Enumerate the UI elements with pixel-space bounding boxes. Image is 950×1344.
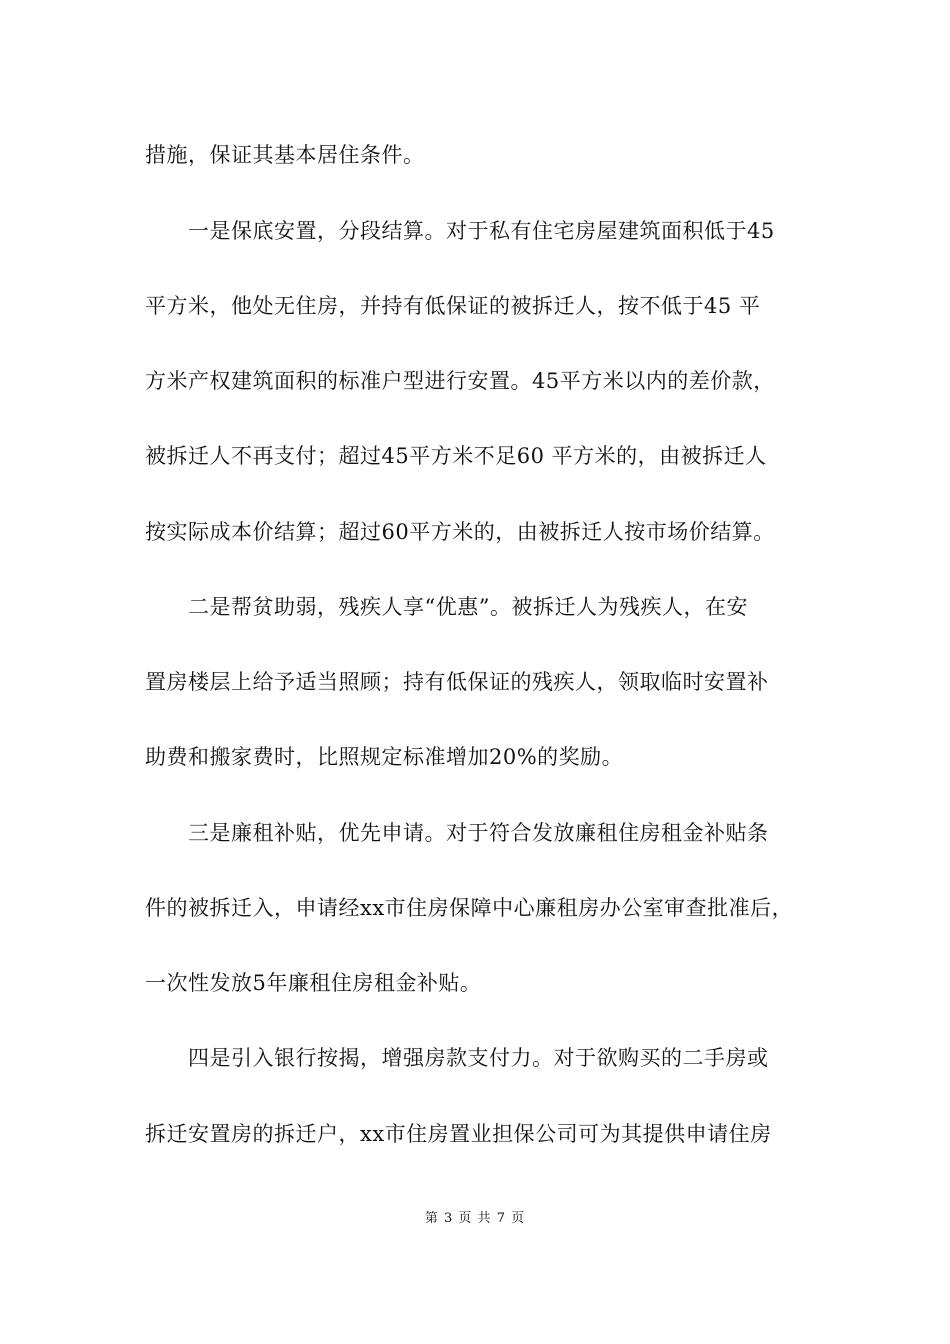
page-number-footer: 第 3 页 共 7 页: [424, 1211, 526, 1226]
text-line: 件的被拆迁入，申请经xx市住房保障中心廉租房办公室审查批准后，: [145, 896, 794, 920]
text-line: 措施，保证其基本居住条件。: [145, 143, 425, 167]
text-line: 四是引入银行按揭，增强房款支付力。对于欲购买的二手房或: [145, 1046, 769, 1070]
text-line: 平方米，他处无住房，并持有低保证的被拆迁人，按不低于45 平: [145, 294, 761, 318]
text-line: 拆迁安置房的拆迁户，xx市住房置业担保公司可为其提供申请住房: [145, 1122, 772, 1146]
text-line: 三是廉租补贴，优先申请。对于符合发放廉租住房租金补贴条: [145, 821, 769, 845]
text-line: 按实际成本价结算；超过60平方米的，由被拆迁人按市场价结算。: [145, 520, 775, 544]
text-line: 助费和搬家费时，比照规定标准增加20%的奖励。: [145, 745, 624, 769]
text-line: 方米产权建筑面积的标准户型进行安置。45平方米以内的差价款，: [145, 369, 775, 393]
text-line: 二是帮贫助弱，残疾人享“优惠”。被拆迁人为残疾人，在安: [145, 595, 748, 619]
text-line: 一是保底安置，分段结算。对于私有住宅房屋建筑面积低于45: [145, 219, 775, 243]
text-line: 被拆迁人不再支付；超过45平方米不足60 平方米的，由被拆迁人: [145, 444, 767, 468]
text-line: 置房楼层上给予适当照顾；持有低保证的残疾人，领取临时安置补: [145, 670, 769, 694]
text-line: 一次性发放5年廉租住房租金补贴。: [145, 971, 482, 995]
